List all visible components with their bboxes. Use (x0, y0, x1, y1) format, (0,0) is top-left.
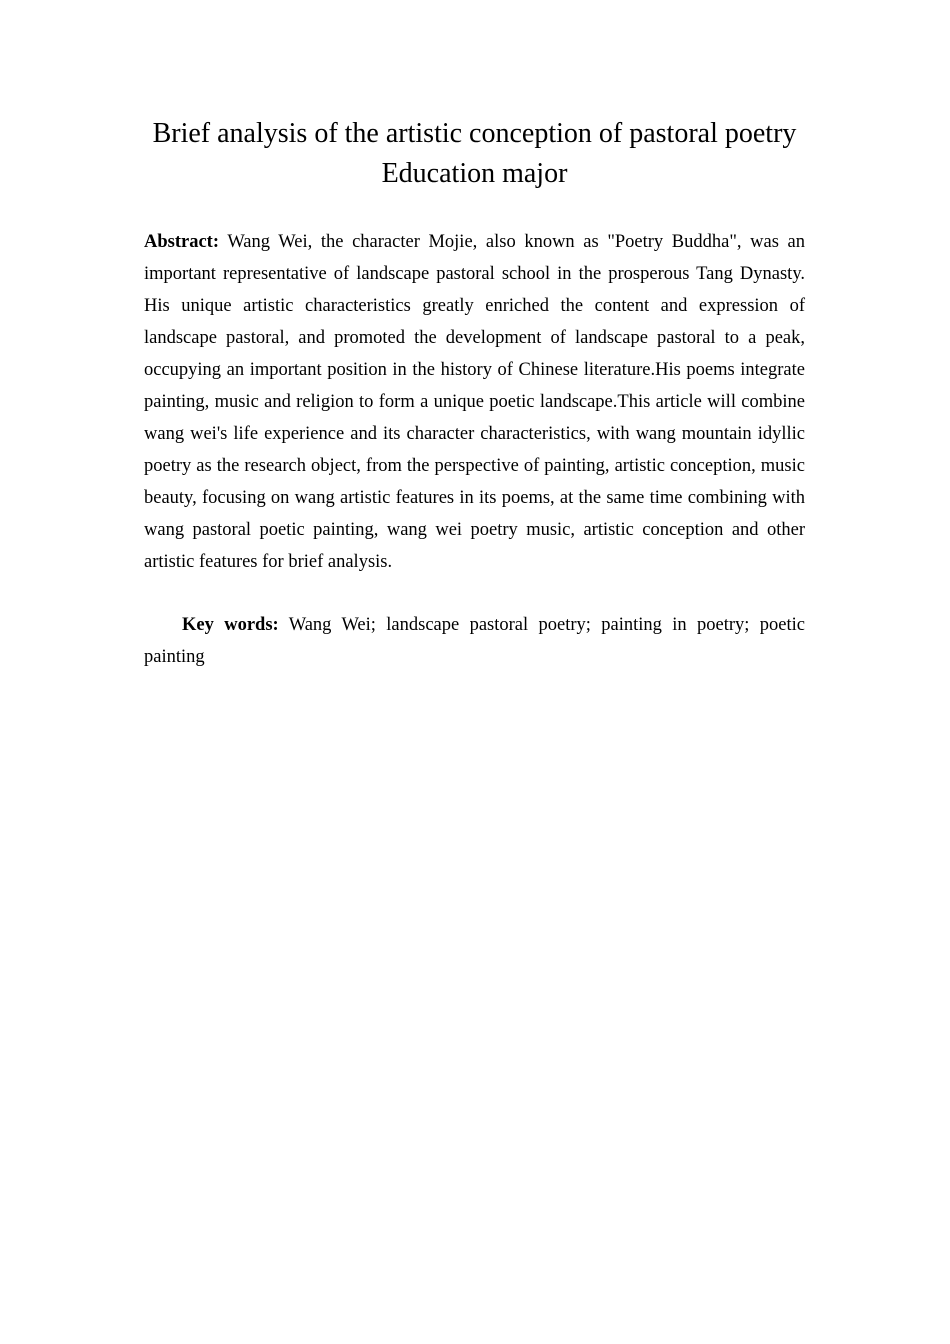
title-line-2: Education major (381, 158, 568, 189)
abstract-paragraph (144, 226, 805, 578)
abstract-text: Wang Wei, the character Mojie, also known as "Poetry Buddha", was an important representative of landscape pastoral school in the prosperous Tang Dynasty. His unique artistic characteristics greatly enriched the content and expression of landscape pastoral, and promoted the development of landscape pastoral to a peak, occupying an important position in the history of Chinese literature.His poems integrate painting, music and religion to form a unique poetic landscape.This article will combine wang wei's life experience and its character characteristics, with wang mountain idyllic poetry as the research object, from the perspective of painting, artistic conception, music beauty, focusing on wang artistic features in its poems, at the same time combining with wang pastoral poetic painting, wang wei poetry music, artistic conception and other artistic features for brief analysis. (144, 232, 805, 572)
document-title (144, 114, 805, 194)
keywords-text: Wang Wei; landscape pastoral poetry; painting in poetry; poetic painting (144, 615, 805, 667)
abstract-label: Abstract: (144, 232, 220, 252)
title-line-1: Brief analysis of the artistic conception of pastoral poetry (152, 118, 797, 149)
keywords-label: Key words: (182, 615, 279, 635)
keywords-paragraph (144, 609, 805, 673)
